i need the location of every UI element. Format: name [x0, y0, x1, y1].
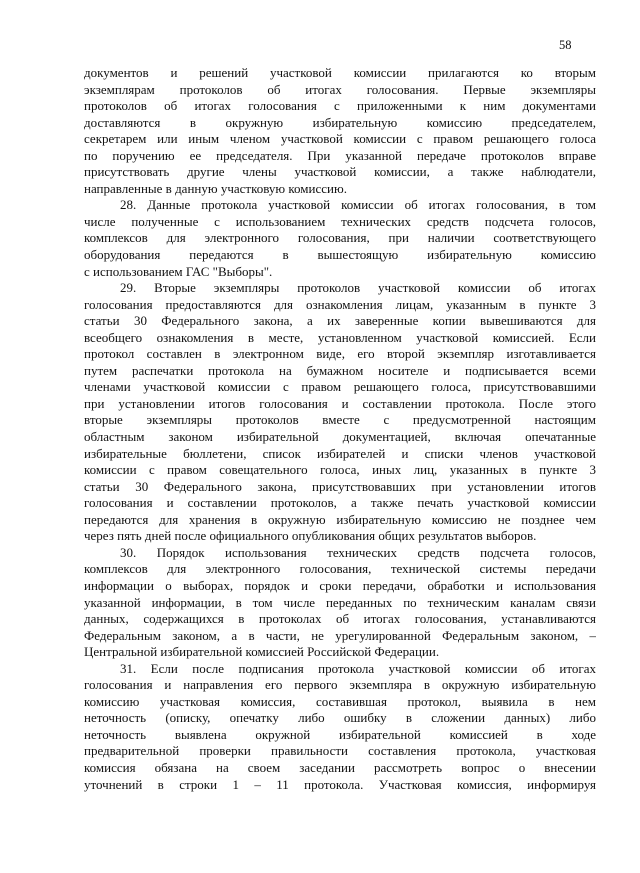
text-line: документов и решений участковой комиссии прилагаются ко вторым	[84, 65, 596, 80]
text-line: 29. Вторые экземпляры протоколов участковой комиссии об итогах	[120, 280, 596, 296]
text-line: голосования предоставляются для ознакомления лицам, указанным в пункте 3	[84, 296, 596, 312]
text-line: путем распечатки протокола на бумажном носителе и подписывается всеми	[84, 362, 596, 378]
paragraph	[84, 545, 596, 661]
text-line: комиссия обязана на своем заседании рассмотреть вопрос о внесении	[84, 759, 596, 775]
text-line: доставляются в окружную избирательную комиссию председателем,	[84, 114, 596, 130]
text-line: комплексов для электронного голосования, при наличии соответствующего	[84, 230, 596, 246]
text-line: 28. Данные протокола участковой комиссии об итогах голосования, в том	[120, 197, 596, 213]
text-line: 31. Если после подписания протокола участковой комиссии об итогах	[120, 660, 596, 676]
text-line: голосования и составлении протоколов, а также печать участковой комиссии	[84, 495, 596, 511]
text-line: неточность выявлена окружной избирательной комиссией в ходе	[84, 726, 596, 742]
paragraph	[84, 280, 596, 545]
text-line: информации о выборах, порядок и сроки передачи, обработки и использования	[84, 577, 596, 593]
text-line: протоколов об итогах голосования с приложенными к ним документами	[84, 98, 596, 114]
text-line: избирательные бюллетени, список избирателей и списки членов участковой	[84, 445, 596, 461]
text-line: указанной информации, в том числе переданных по техническим каналам связи	[84, 594, 596, 610]
paragraph	[84, 197, 596, 280]
paragraph	[84, 65, 596, 197]
text-line: через пять дней после официального опубликования общих результатов выборов.	[84, 528, 537, 544]
text-line: уточнений в строки 1 – 11 протокола. Участковая комиссия, информируя	[84, 776, 596, 792]
text-line: членами участковой комиссии с правом решающего голоса, присутствовавшими	[84, 379, 596, 395]
text-line: статьи 30 Федерального закона, присутствовавших при установлении итогов	[84, 478, 596, 494]
text-line: статьи 30 Федерального закона, а их заверенные копии вывешиваются для	[84, 313, 596, 329]
text-line: присутствовать другие члены участковой комиссии, а также наблюдатели,	[84, 164, 596, 180]
text-line: экземплярам протоколов об итогах голосования. Первые экземпляры	[84, 81, 596, 97]
text-line: областным законом избирательной документацией, включая опечатанные	[84, 429, 596, 445]
document-body	[84, 65, 596, 793]
text-line: голосования и направления его первого экземпляра в окружную избирательную	[84, 677, 596, 693]
text-line: Центральной избирательной комиссией Российской Федерации.	[84, 644, 440, 660]
text-line: оборудования передаются в вышестоящую избирательную комиссию	[84, 247, 596, 263]
text-line: комиссию участковая комиссия, составившая протокол, выявила в нем	[84, 693, 596, 709]
text-line: предварительной проверки правильности составления протокола, участковая	[84, 743, 596, 759]
text-line: числе полученные с использованием технических средств подсчета голосов,	[84, 213, 596, 229]
text-line: при установлении итогов голосования и составлении протокола. После этого	[84, 395, 596, 411]
text-line: неточность (описку, опечатку либо ошибку в сложении данных) либо	[84, 710, 596, 726]
page-number: 58	[559, 38, 572, 52]
text-line: секретарем или иным членом участковой комиссии с правом решающего голоса	[84, 131, 596, 147]
text-line: данных, содержащихся в протоколах об итогах голосования, устанавливаются	[84, 611, 596, 627]
text-line: комплексов для электронного голосования, технической системы передачи	[84, 561, 596, 577]
text-line: с использованием ГАС "Выборы".	[84, 263, 273, 279]
text-line: вторые экземпляры протоколов вместе с предусмотренной настоящим	[84, 412, 596, 428]
text-line: комиссии с правом совещательного голоса, иных лиц, указанных в пункте 3	[84, 462, 596, 478]
text-line: протокол составлен в электронном виде, его второй экземпляр изготавливается	[84, 346, 596, 362]
text-line: по поручению ее председателя. При указанной передаче протоколов вправе	[84, 147, 596, 163]
text-line: всеобщего ознакомления в месте, установленном участковой комиссией. Если	[84, 329, 596, 345]
text-line: 30. Порядок использования технических средств подсчета голосов,	[120, 544, 596, 560]
text-line: Федеральным законом, а в части, не урегулированной Федеральным законом, –	[84, 627, 596, 643]
text-line: передаются для хранения в окружную избирательную комиссию не позднее чем	[84, 511, 596, 527]
text-line: направленные в данную участковую комиссию.	[84, 180, 347, 196]
paragraph	[84, 661, 596, 793]
